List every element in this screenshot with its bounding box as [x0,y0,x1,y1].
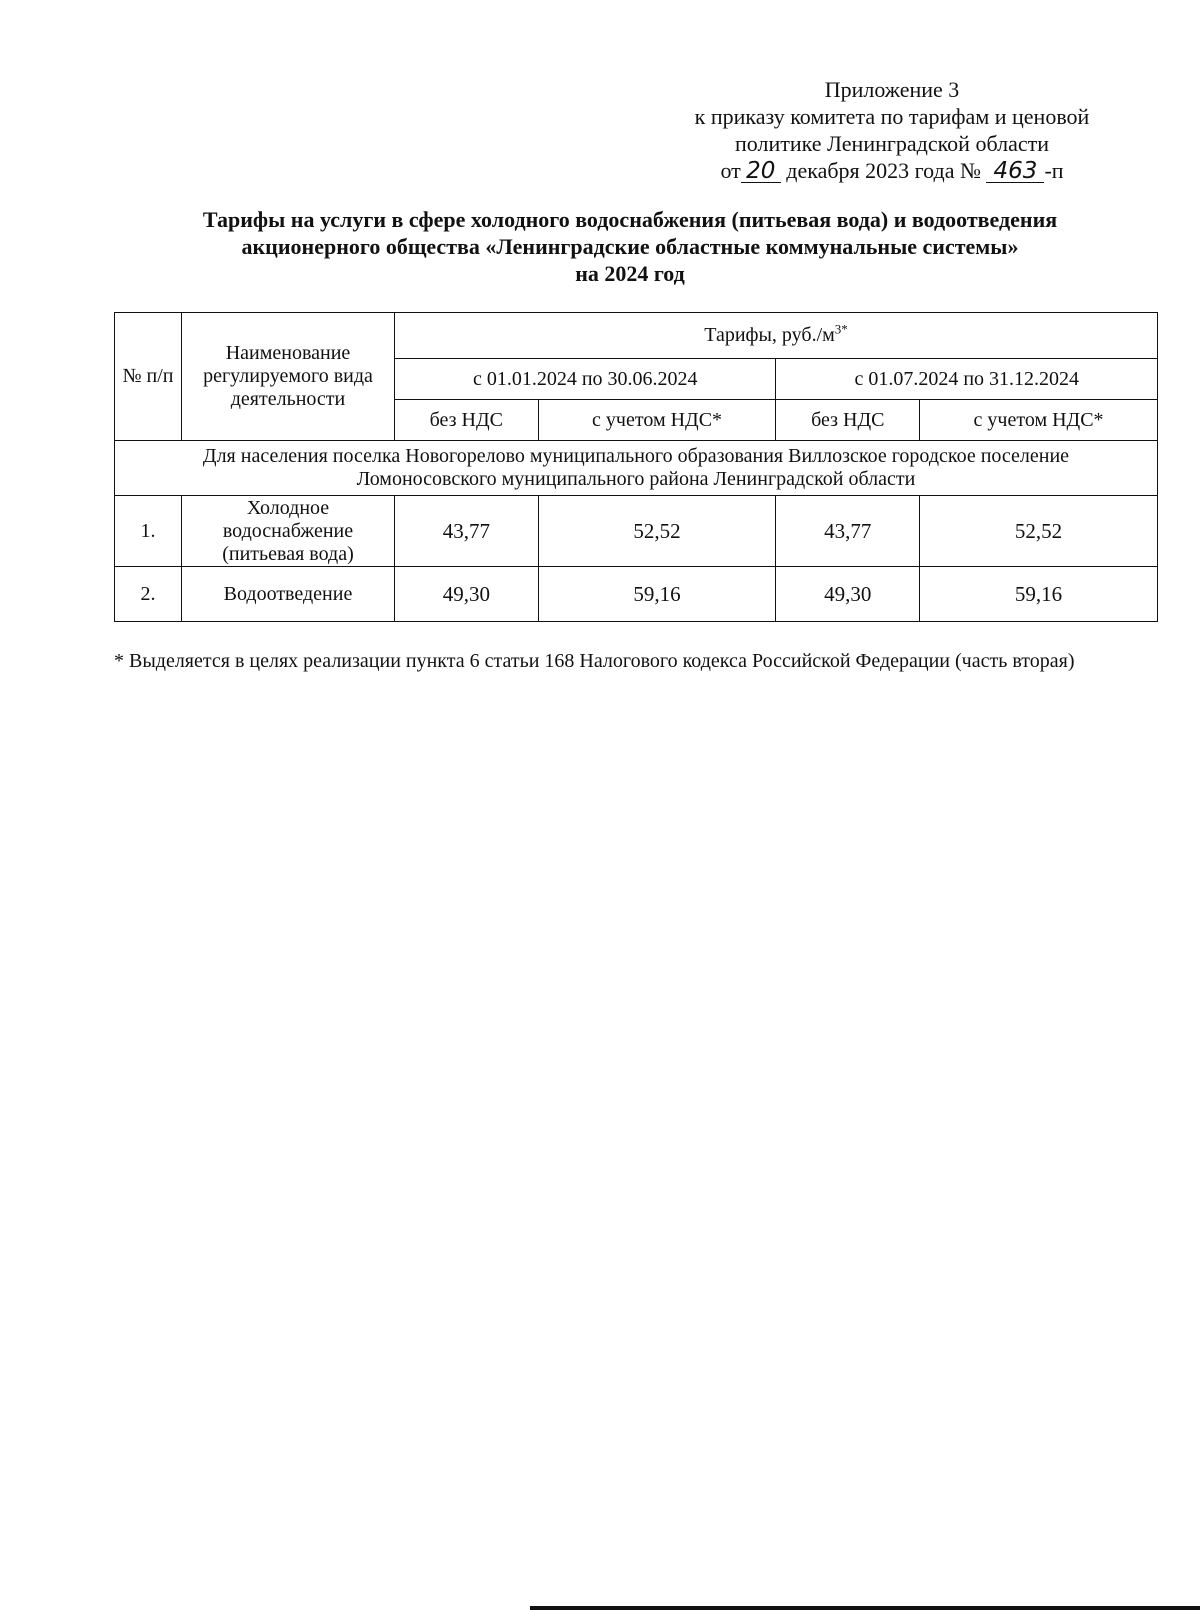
header-p2-no-vat: без НДС [776,400,920,441]
group-label-line-1: Для населения поселка Новогорелово муниципального образования Виллозское городское поселение [202,445,1070,467]
table-group-row [115,441,1158,496]
header-activity-name: Наименование регулируемого вида деятельности [182,313,395,441]
tariffs-superscript: 3* [834,321,848,337]
tariffs-table [114,312,1158,622]
row-num: 1. [115,496,182,567]
handwritten-order-number: 463 [986,160,1044,183]
row-p2-no-vat: 49,30 [776,567,920,622]
appendix-order-ref-cont: политике Ленинградской области [734,131,1049,156]
row-activity-name: Холодное водоснабжение (питьевая вода) [182,496,395,567]
group-label-line-2: Ломоносовского муниципального района Ленинградской области [356,468,916,490]
title-line-2: акционерного общества «Ленинградские областные коммунальные системы» [241,234,1019,259]
header-p2-with-vat: с учетом НДС* [920,400,1158,441]
row-p2-with-vat: 52,52 [920,496,1158,567]
row-p1-with-vat: 59,16 [538,567,776,622]
header-p1-with-vat: с учетом НДС* [538,400,776,441]
table-header-row [115,313,1158,359]
header-tariffs [395,313,1158,359]
row-p2-with-vat: 59,16 [920,567,1158,622]
date-prefix: от [720,158,741,183]
tariffs-label: Тарифы, руб./м [704,324,835,346]
footnote: * Выделяется в целях реализации пункта 6 статьи 168 Налогового кодекса Российской Федерации (часть вторая) [114,650,1075,672]
table-row [115,496,1158,567]
order-suffix: -п [1044,158,1064,183]
row-p1-no-vat: 49,30 [395,567,539,622]
title-line-1: Тарифы на услуги в сфере холодного водоснабжения (питьевая вода) и водоотведения [202,207,1058,232]
scan-edge-line [530,1606,1200,1610]
row-p1-no-vat: 43,77 [395,496,539,567]
header-p1-no-vat: без НДС [395,400,539,441]
row-num: 2. [115,567,182,622]
row-p1-with-vat: 52,52 [538,496,776,567]
header-period-1: с 01.01.2024 по 30.06.2024 [395,359,776,400]
row-activity-name: Водоотведение [182,567,395,622]
title-line-3: на 2024 год [575,261,685,286]
appendix-order-ref: к приказу комитета по тарифам и ценовой [694,104,1090,129]
header-num: № п/п [115,313,182,441]
handwritten-day: 20 [741,160,781,183]
table-row [115,567,1158,622]
group-label [115,441,1158,496]
header-period-2: с 01.07.2024 по 31.12.2024 [776,359,1158,400]
document-title [110,206,1150,287]
row-p2-no-vat: 43,77 [776,496,920,567]
date-rest: декабря 2023 года № [786,158,981,183]
appendix-title: Приложение 3 [824,77,960,102]
appendix-date-line [652,157,1132,184]
appendix-header [652,76,1132,184]
